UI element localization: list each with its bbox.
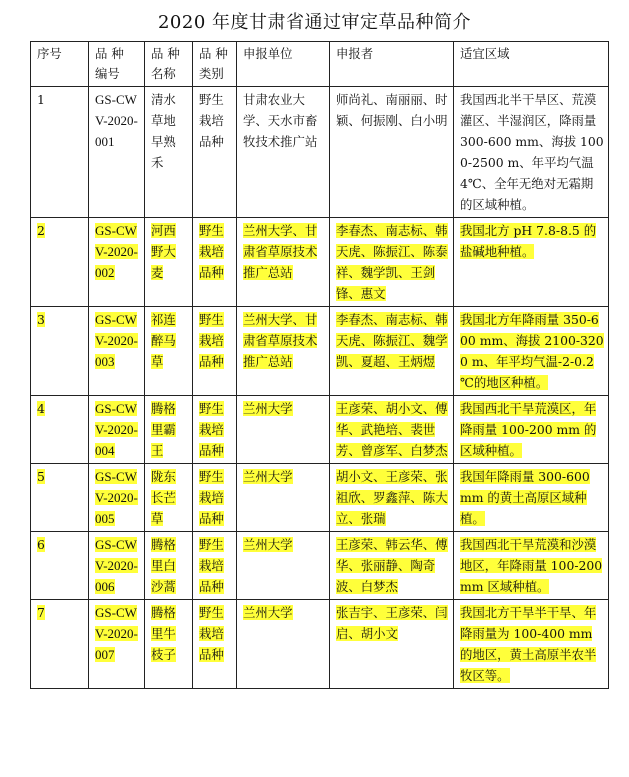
- cell-region: [454, 87, 609, 218]
- cell-no: [31, 600, 89, 689]
- cell-name: [145, 87, 193, 218]
- cell-code-text: GS-CWV-2020-006: [95, 537, 138, 594]
- cell-region-text: 我国年降雨量 300-600 mm 的黄土高原区域种植。: [460, 469, 590, 526]
- cell-region: [454, 464, 609, 532]
- cell-code-text: GS-CWV-2020-003: [95, 312, 138, 369]
- cell-no-text: 6: [37, 537, 45, 552]
- cell-name-text: 祁连醉马草: [151, 312, 176, 369]
- cell-region: [454, 396, 609, 464]
- cell-code: [89, 307, 145, 396]
- cell-applicants: [330, 532, 454, 600]
- cell-category: [193, 218, 237, 307]
- cell-applicants-text: 王彦荣、韩云华、傅华、张丽静、陶奇波、白梦杰: [336, 537, 448, 594]
- header-name: 品 种 名称: [145, 42, 193, 87]
- header-applicants: 申报者: [330, 42, 454, 87]
- cell-code-text: GS-CWV-2020-004: [95, 401, 138, 458]
- header-region: 适宜区域: [454, 42, 609, 87]
- cell-category: [193, 87, 237, 218]
- cell-applicants: [330, 218, 454, 307]
- document-title: 2020 年度甘肃省通过审定草品种简介: [157, 12, 472, 33]
- cell-applicants-text: 师尚礼、南丽丽、时颖、何振刚、白小明: [336, 92, 448, 128]
- cell-region-text: 我国北方 pH 7.8-8.5 的盐碱地种植。: [460, 223, 597, 259]
- cell-category-text: 野生栽培品种: [199, 401, 224, 458]
- cell-code: [89, 87, 145, 218]
- table-row: [31, 464, 609, 532]
- cell-no-text: 7: [37, 605, 45, 620]
- cell-code-text: GS-CWV-2020-007: [95, 605, 138, 662]
- cell-unit: [237, 307, 330, 396]
- cell-region-text: 我国西北干旱荒漠和沙漠地区，年降雨量 100-200 mm 区域种植。: [460, 537, 603, 594]
- cell-name: [145, 307, 193, 396]
- cell-no-text: 3: [37, 312, 45, 327]
- header-category: 品 种 类别: [193, 42, 237, 87]
- cell-applicants: [330, 464, 454, 532]
- header-no: 序号: [31, 42, 89, 87]
- cell-name-text: 腾格里霸王: [151, 401, 176, 458]
- cell-category: [193, 396, 237, 464]
- cell-name: [145, 532, 193, 600]
- cell-code: [89, 464, 145, 532]
- cell-category-text: 野生栽培品种: [199, 537, 224, 594]
- cell-name-text: 腾格里白沙蒿: [151, 537, 176, 594]
- cell-unit-text: 兰州大学、甘肃省草原技术推广总站: [243, 223, 318, 280]
- cell-unit-text: 兰州大学: [243, 469, 293, 484]
- table-row: [31, 396, 609, 464]
- cell-no-text: 1: [37, 92, 45, 107]
- cell-applicants-text: 李春杰、南志标、韩天虎、陈振江、魏学凯、夏超、王炳煜: [336, 312, 448, 369]
- header-unit: 申报单位: [237, 42, 330, 87]
- cell-no-text: 5: [37, 469, 45, 484]
- cell-no-text: 2: [37, 223, 45, 238]
- cell-category: [193, 464, 237, 532]
- cell-region-text: 我国北方年降雨量 350-600 mm、海拔 2100-3200 m、年平均气温-2-0.2 ℃的地区种植。: [460, 312, 604, 390]
- cell-unit-text: 甘肃农业大学、天水市畜牧技术推广站: [243, 92, 318, 149]
- cell-name-text: 河西野大麦: [151, 223, 176, 280]
- cell-category: [193, 600, 237, 689]
- cell-name: [145, 218, 193, 307]
- cell-category-text: 野生栽培品种: [199, 223, 224, 280]
- cell-unit: [237, 600, 330, 689]
- cell-no: [31, 87, 89, 218]
- cell-applicants-text: 张吉宇、王彦荣、闫启、胡小文: [336, 605, 448, 641]
- cell-applicants-text: 胡小文、王彦荣、张祖欣、罗鑫萍、陈大立、张瑞: [336, 469, 448, 526]
- cell-unit-text: 兰州大学: [243, 401, 293, 416]
- cell-no: [31, 307, 89, 396]
- cell-category-text: 野生栽培品种: [199, 312, 224, 369]
- cell-region: [454, 600, 609, 689]
- cell-unit: [237, 396, 330, 464]
- cell-applicants: [330, 396, 454, 464]
- table-row: [31, 532, 609, 600]
- cell-no: [31, 464, 89, 532]
- cell-applicants-text: 李春杰、南志标、韩天虎、陈振江、陈泰祥、魏学凯、王剑锋、惠文: [336, 223, 448, 301]
- table-row: [31, 307, 609, 396]
- cell-no: [31, 396, 89, 464]
- table-header-row: [31, 42, 609, 87]
- cell-unit-text: 兰州大学: [243, 537, 293, 552]
- cell-region-text: 我国西北干旱荒漠区，年降雨量 100-200 mm 的区域种植。: [460, 401, 597, 458]
- cell-unit: [237, 218, 330, 307]
- cell-name: [145, 464, 193, 532]
- cell-region: [454, 307, 609, 396]
- cell-name-text: 陇东长芒草: [151, 469, 176, 526]
- header-code: 品 种 编号: [89, 42, 145, 87]
- cell-code: [89, 532, 145, 600]
- cell-no-text: 4: [37, 401, 45, 416]
- cell-unit-text: 兰州大学: [243, 605, 293, 620]
- cell-region-text: 我国北方干旱半干旱、年降雨量为 100-400 mm 的地区，黄土高原半农半牧区等。: [460, 605, 597, 683]
- cell-code: [89, 396, 145, 464]
- cell-category-text: 野生栽培品种: [199, 92, 224, 149]
- cell-region: [454, 218, 609, 307]
- cell-category: [193, 532, 237, 600]
- cell-region: [454, 532, 609, 600]
- cell-code-text: GS-CWV-2020-005: [95, 469, 138, 526]
- cell-unit-text: 兰州大学、甘肃省草原技术推广总站: [243, 312, 318, 369]
- cell-unit: [237, 532, 330, 600]
- cell-applicants: [330, 600, 454, 689]
- cell-name: [145, 396, 193, 464]
- cell-name-text: 腾格里牛枝子: [151, 605, 176, 662]
- cell-unit: [237, 87, 330, 218]
- grass-variety-table: [30, 41, 609, 689]
- cell-category-text: 野生栽培品种: [199, 469, 224, 526]
- cell-applicants-text: 王彦荣、胡小文、傅华、武艳培、裴世芳、曾彦军、白梦杰: [336, 401, 448, 458]
- cell-applicants: [330, 87, 454, 218]
- table-row: [31, 600, 609, 689]
- cell-applicants: [330, 307, 454, 396]
- cell-code: [89, 218, 145, 307]
- table-row: [31, 87, 609, 218]
- cell-no: [31, 532, 89, 600]
- cell-category-text: 野生栽培品种: [199, 605, 224, 662]
- table-row: [31, 218, 609, 307]
- cell-name-text: 清水草地早熟禾: [151, 92, 176, 170]
- cell-code-text: GS-CWV-2020-001: [95, 92, 138, 149]
- cell-code: [89, 600, 145, 689]
- cell-category: [193, 307, 237, 396]
- cell-region-text: 我国西北半干旱区、荒漠灌区、半湿润区，降雨量 300-600 mm、海拔 1000-2500 m、年平均气温 4℃、全年无绝对无霜期的区域种植。: [460, 92, 604, 212]
- cell-code-text: GS-CWV-2020-002: [95, 223, 138, 280]
- cell-name: [145, 600, 193, 689]
- cell-no: [31, 218, 89, 307]
- cell-unit: [237, 464, 330, 532]
